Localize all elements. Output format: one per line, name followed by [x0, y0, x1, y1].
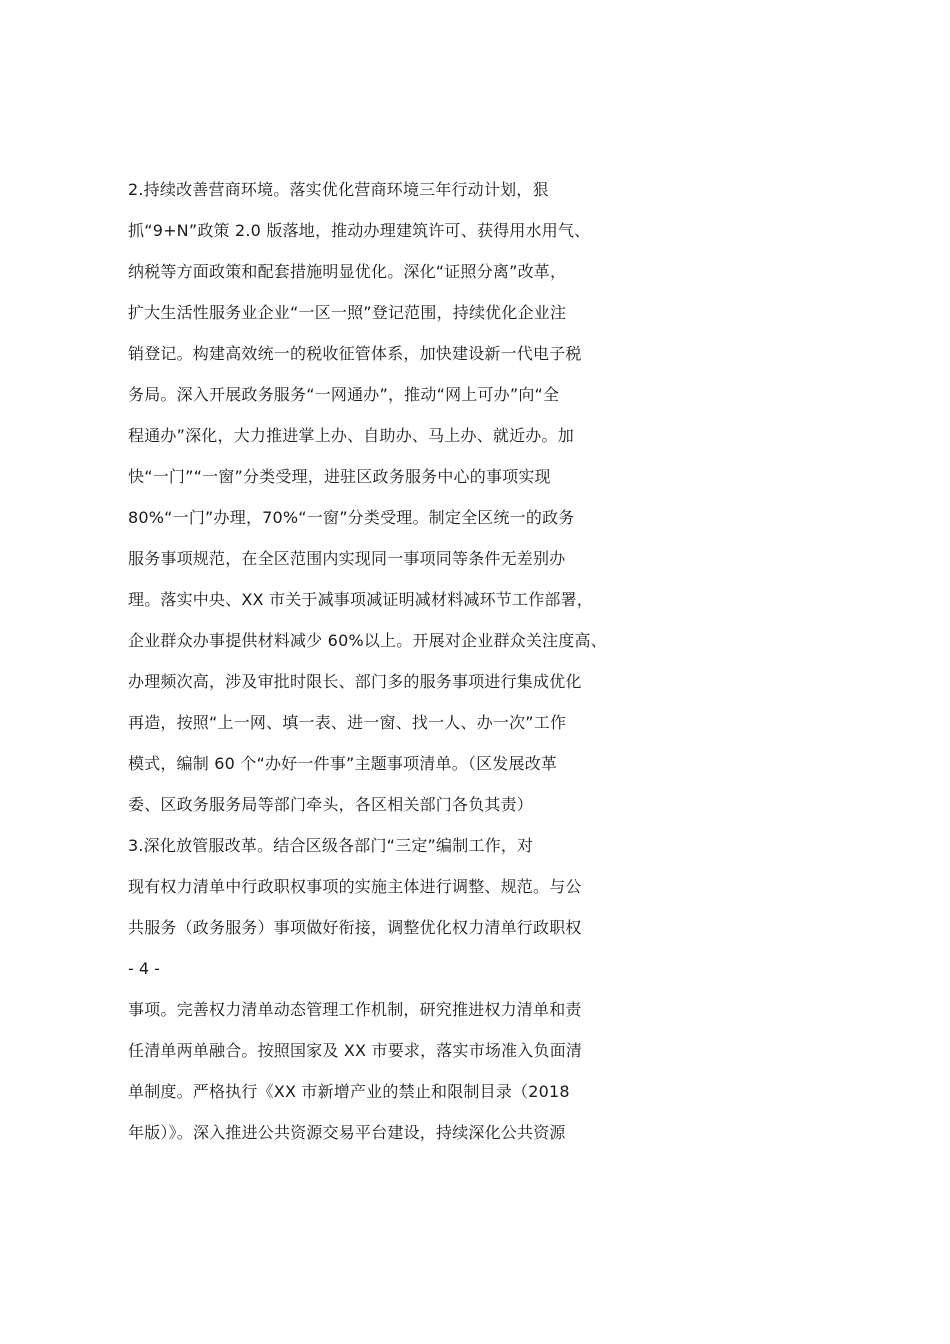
- text-line: 单制度。严格执行《XX 市新增产业的禁止和限制目录（2018: [128, 1082, 570, 1101]
- text-line: 2.持续改善营商环境。落实优化营商环境三年行动计划，狠: [128, 180, 549, 199]
- text-line: 抓“9+N”政策 2.0 版落地，推动办理建筑许可、获得用水用气、: [128, 221, 591, 240]
- page-number: - 4 -: [128, 959, 160, 978]
- text-line: 理。落实中央、XX 市关于减事项减证明减材料减环节工作部署，: [128, 590, 594, 609]
- text-line: 现有权力清单中行政职权事项的实施主体进行调整、规范。与公: [128, 877, 582, 896]
- text-line: 办理频次高，涉及审批时限长、部门多的服务事项进行集成优化: [128, 672, 582, 691]
- text-line: 共服务（政务服务）事项做好衔接，调整优化权力清单行政职权: [128, 918, 582, 937]
- text-line: 企业群众办事提供材料减少 60%以上。开展对企业群众关注度高、: [128, 631, 607, 650]
- text-line: 扩大生活性服务业企业“一区一照”登记范围，持续优化企业注: [128, 303, 567, 322]
- text-line: 年版）》。深入推进公共资源交易平台建设，持续深化公共资源: [128, 1123, 566, 1142]
- text-line: 服务事项规范，在全区范围内实现同一事项同等条件无差别办: [128, 549, 566, 568]
- text-line: 模式，编制 60 个“办好一件事”主题事项清单。（区发展改革: [128, 754, 558, 773]
- text-line: 再造，按照“上一网、填一表、进一窗、找一人、办一次”工作: [128, 713, 567, 732]
- text-line: 务局。深入开展政务服务“一网通办”，推动“网上可办”向“全: [128, 385, 560, 404]
- text-line: 事项。完善权力清单动态管理工作机制，研究推进权力清单和责: [128, 1000, 582, 1019]
- text-line: 3.深化放管服改革。结合区级各部门“三定”编制工作，对: [128, 836, 534, 855]
- text-line: 纳税等方面政策和配套措施明显优化。深化“证照分离”改革，: [128, 262, 567, 281]
- text-line: 程通办”深化，大力推进掌上办、自助办、马上办、就近办。加: [128, 426, 574, 445]
- text-line: 委、区政务服务局等部门牵头，各区相关部门各负其责）: [128, 795, 534, 814]
- text-line: 任清单两单融合。按照国家及 XX 市要求，落实市场准入负面清: [128, 1041, 583, 1060]
- text-line: 80%“一门”办理，70%“一窗”分类受理。制定全区统一的政务: [128, 508, 575, 527]
- text-line: 快“一门”“一窗”分类受理，进驻区政务服务中心的事项实现: [128, 467, 551, 486]
- text-line: 销登记。构建高效统一的税收征管体系，加快建设新一代电子税: [128, 344, 582, 363]
